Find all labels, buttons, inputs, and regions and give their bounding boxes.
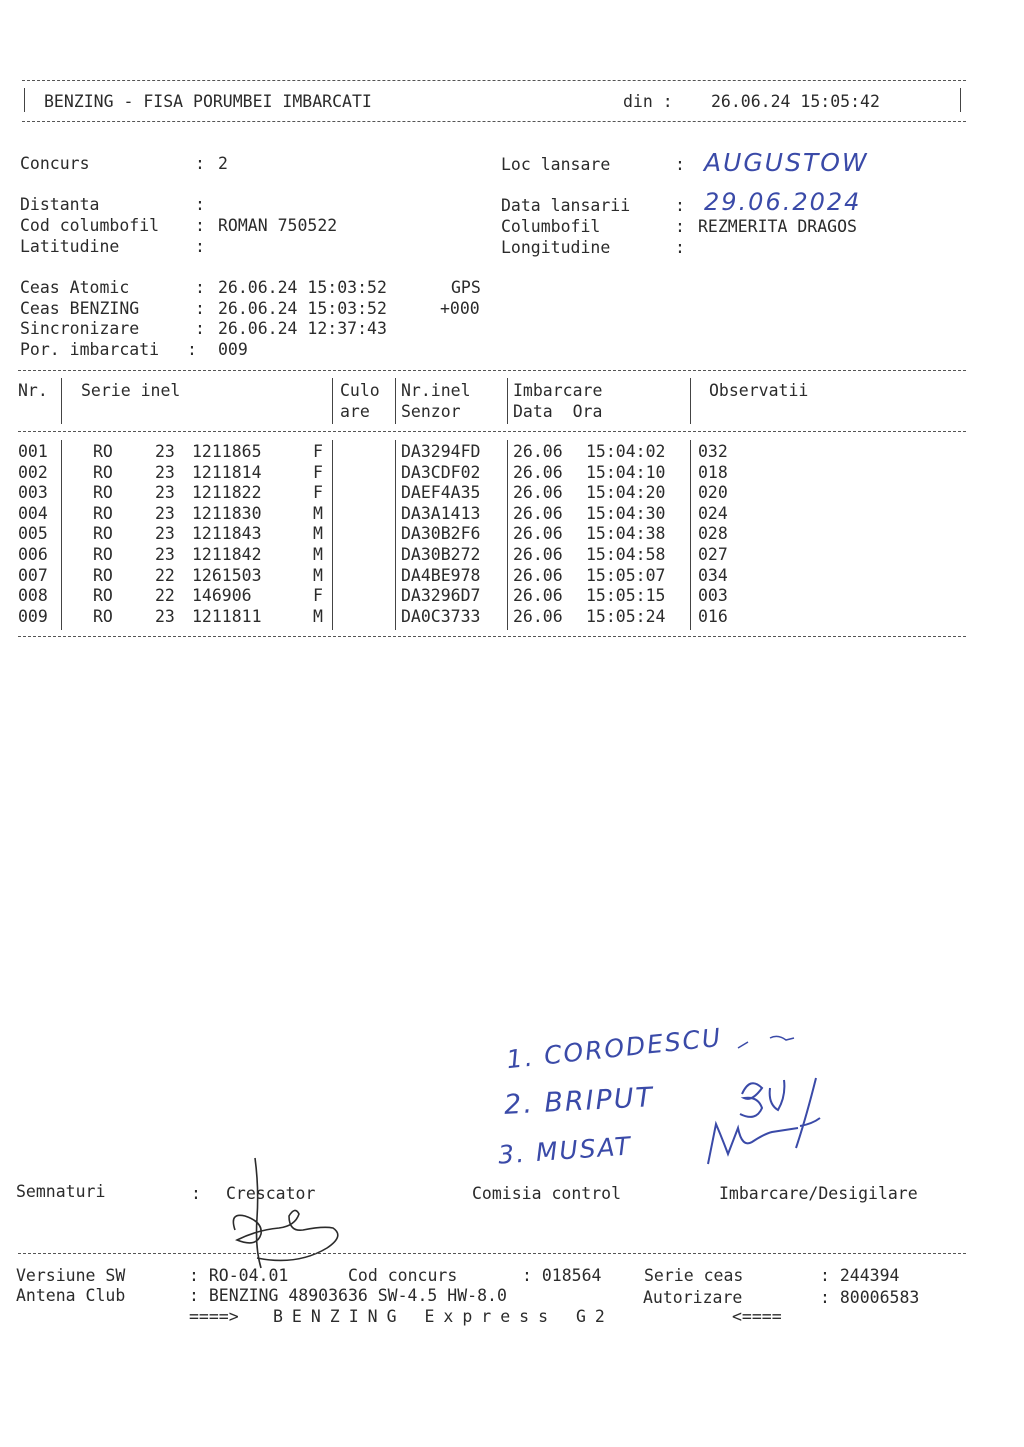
- header-right-border: [960, 88, 961, 112]
- crescator-signature-scribble: [205, 1150, 365, 1270]
- row-time: 15:04:10: [586, 462, 666, 482]
- row-time: 15:04:02: [586, 442, 666, 461]
- column-divider-header: [332, 378, 333, 424]
- col-header-culoare-1: Culo: [340, 381, 380, 400]
- row-ring: 1211822: [192, 483, 262, 503]
- row-obs: 034: [698, 565, 728, 585]
- col-header-culoare-2: are: [340, 402, 370, 421]
- row-ring: 1211843: [192, 524, 262, 544]
- por-imbarcati-value: 009: [218, 340, 248, 359]
- row-ring: 146906: [192, 586, 252, 606]
- distanta-label: Distanta: [20, 195, 100, 214]
- column-divider-body: [507, 440, 508, 630]
- row-date: 26.06: [513, 503, 563, 523]
- row-country: RO: [93, 606, 113, 626]
- col-header-imbarcare-1: Imbarcare: [513, 381, 603, 400]
- versiune-sw-value: : RO-04.01: [189, 1266, 289, 1285]
- header-date-value: 26.06.24 15:05:42: [711, 92, 880, 111]
- autorizare-value: : 80006583: [820, 1288, 920, 1307]
- loc-lansare-sep: :: [675, 155, 685, 174]
- serie-ceas-label: Serie ceas: [644, 1266, 744, 1285]
- ceas-atomic-sep: :: [195, 278, 205, 297]
- col-header-nr: Nr.: [18, 381, 48, 400]
- row-year: 23: [155, 545, 175, 564]
- col-header-imbarcare-2: Data Ora: [513, 402, 603, 421]
- row-sex: M: [313, 606, 323, 626]
- row-date: 26.06: [513, 586, 563, 606]
- row-nr: 002: [18, 462, 48, 482]
- column-divider-header: [395, 378, 396, 424]
- row-time: 15:04:58: [586, 545, 666, 564]
- row-year: 22: [155, 565, 175, 585]
- ceas-atomic-value: 26.06.24 15:03:52: [218, 278, 387, 297]
- row-nr: 006: [18, 545, 48, 564]
- commission-handwritten-3: 3. MUSAT: [497, 1131, 633, 1170]
- ceas-benzing-value: 26.06.24 15:03:52: [218, 299, 387, 318]
- commission-handwritten-2: 2. BRIPUT: [503, 1082, 655, 1121]
- col-header-observatii: Observatii: [709, 381, 809, 400]
- sincronizare-value: 26.06.24 12:37:43: [218, 319, 387, 338]
- row-ring: 1211811: [192, 606, 262, 626]
- comisia-control-label: Comisia control: [472, 1184, 622, 1203]
- row-time: 15:05:07: [586, 565, 666, 585]
- por-imbarcati-sep: :: [187, 340, 197, 359]
- imbarcare-desigilare-label: Imbarcare/Desigilare: [719, 1184, 918, 1203]
- data-lansarii-handwritten: 29.06.2024: [704, 188, 862, 216]
- cod-concurs-value: : 018564: [522, 1266, 602, 1285]
- sincronizare-sep: :: [195, 319, 205, 338]
- col-header-inel-2: Senzor: [401, 402, 461, 421]
- row-time: 15:04:30: [586, 503, 666, 523]
- versiune-sw-label: Versiune SW: [16, 1266, 126, 1285]
- loc-lansare-handwritten: AUGUSTOW: [704, 148, 869, 177]
- column-divider-header: [690, 378, 691, 424]
- col-header-serie: Serie inel: [81, 381, 181, 400]
- columbofil-label: Columbofil: [501, 217, 601, 236]
- row-sensor: DA0C3733: [401, 606, 481, 626]
- row-sensor: DA3294FD: [401, 442, 481, 461]
- ceas-atomic-suffix: GPS: [451, 278, 481, 297]
- row-ring: 1211830: [192, 503, 262, 523]
- row-sex: M: [313, 545, 323, 564]
- row-nr: 004: [18, 503, 48, 523]
- antena-club-label: Antena Club: [16, 1286, 126, 1305]
- row-date: 26.06: [513, 442, 563, 461]
- ceas-benzing-suffix: +000: [440, 299, 480, 318]
- row-ring: 1211814: [192, 462, 262, 482]
- row-sensor: DA3CDF02: [401, 462, 481, 482]
- header-left-border: [24, 88, 25, 112]
- autorizare-label: Autorizare: [643, 1288, 743, 1307]
- longitudine-label: Longitudine: [501, 238, 611, 257]
- banner-right-arrow: <====: [732, 1307, 782, 1326]
- loc-lansare-label: Loc lansare: [501, 155, 611, 174]
- table-top-rule: [18, 370, 966, 371]
- row-country: RO: [93, 503, 113, 523]
- column-divider-header: [507, 378, 508, 424]
- por-imbarcati-label: Por. imbarcati: [20, 340, 160, 359]
- row-time: 15:05:24: [586, 606, 666, 626]
- ceas-atomic-label: Ceas Atomic: [20, 278, 130, 297]
- concurs-value: 2: [218, 154, 228, 173]
- data-lansarii-label: Data lansarii: [501, 196, 631, 215]
- row-time: 15:04:38: [586, 524, 666, 544]
- row-sex: F: [313, 483, 323, 503]
- row-year: 23: [155, 462, 175, 482]
- row-time: 15:04:20: [586, 483, 666, 503]
- row-year: 23: [155, 503, 175, 523]
- commission-signatures-scribble: [660, 1030, 840, 1180]
- row-country: RO: [93, 524, 113, 544]
- row-country: RO: [93, 545, 113, 564]
- column-divider-header: [61, 378, 62, 424]
- columbofil-sep: :: [675, 217, 685, 236]
- row-sex: F: [313, 586, 323, 606]
- row-ring: 1211842: [192, 545, 262, 564]
- row-sex: F: [313, 442, 323, 461]
- row-year: 23: [155, 483, 175, 503]
- serie-ceas-value: : 244394: [820, 1266, 900, 1285]
- row-date: 26.06: [513, 483, 563, 503]
- concurs-label: Concurs: [20, 154, 90, 173]
- row-obs: 032: [698, 442, 728, 461]
- row-date: 26.06: [513, 606, 563, 626]
- longitudine-sep: :: [675, 238, 685, 257]
- row-nr: 005: [18, 524, 48, 544]
- concurs-sep: :: [195, 154, 205, 173]
- row-obs: 020: [698, 483, 728, 503]
- header-top-rule: [22, 80, 966, 81]
- row-sex: M: [313, 524, 323, 544]
- antena-club-value: : BENZING 48903636 SW-4.5 HW-8.0: [189, 1286, 507, 1305]
- row-time: 15:05:15: [586, 586, 666, 606]
- row-sensor: DA3A1413: [401, 503, 481, 523]
- cod-columbofil-sep: :: [195, 216, 205, 235]
- semnaturi-label: Semnaturi: [16, 1182, 106, 1201]
- row-country: RO: [93, 462, 113, 482]
- row-sensor: DAEF4A35: [401, 483, 481, 503]
- distanta-sep: :: [195, 195, 205, 214]
- column-divider-body: [690, 440, 691, 630]
- row-obs: 027: [698, 545, 728, 564]
- row-sensor: DA30B2F6: [401, 524, 481, 544]
- banner-left-arrow: ====>: [189, 1307, 239, 1326]
- row-sex: M: [313, 565, 323, 585]
- row-country: RO: [93, 586, 113, 606]
- columbofil-value: REZMERITA DRAGOS: [698, 217, 857, 236]
- row-obs: 028: [698, 524, 728, 544]
- row-date: 26.06: [513, 545, 563, 564]
- row-year: 23: [155, 524, 175, 544]
- row-date: 26.06: [513, 565, 563, 585]
- table-header-rule: [18, 431, 966, 432]
- column-divider-body: [61, 440, 62, 630]
- row-ring: 1261503: [192, 565, 262, 585]
- row-date: 26.06: [513, 462, 563, 482]
- crescator-label: Crescator: [226, 1184, 316, 1203]
- document-title: BENZING - FISA PORUMBEI IMBARCATI: [44, 92, 372, 111]
- footer-rule: [18, 1253, 966, 1254]
- row-country: RO: [93, 565, 113, 585]
- row-sensor: DA4BE978: [401, 565, 481, 585]
- row-sensor: DA3296D7: [401, 586, 481, 606]
- row-obs: 024: [698, 503, 728, 523]
- col-header-inel-1: Nr.inel: [401, 381, 471, 400]
- row-sex: F: [313, 462, 323, 482]
- cod-columbofil-value: ROMAN 750522: [218, 216, 338, 235]
- row-nr: 003: [18, 483, 48, 503]
- row-nr: 001: [18, 442, 48, 461]
- row-country: RO: [93, 442, 113, 461]
- row-country: RO: [93, 483, 113, 503]
- header-date-label: din :: [623, 92, 673, 111]
- row-nr: 008: [18, 586, 48, 606]
- cod-columbofil-label: Cod columbofil: [20, 216, 160, 235]
- latitudine-sep: :: [195, 237, 205, 256]
- row-obs: 018: [698, 462, 728, 482]
- row-year: 22: [155, 586, 175, 606]
- row-ring: 1211865: [192, 442, 262, 461]
- row-obs: 016: [698, 606, 728, 626]
- row-sex: M: [313, 503, 323, 523]
- column-divider-body: [332, 440, 333, 630]
- data-lansarii-sep: :: [675, 196, 685, 215]
- row-nr: 009: [18, 606, 48, 626]
- row-nr: 007: [18, 565, 48, 585]
- row-date: 26.06: [513, 524, 563, 544]
- row-year: 23: [155, 606, 175, 626]
- ceas-benzing-sep: :: [195, 299, 205, 318]
- table-bottom-rule: [18, 636, 966, 637]
- row-sensor: DA30B272: [401, 545, 481, 564]
- ceas-benzing-label: Ceas BENZING: [20, 299, 140, 318]
- cod-concurs-label: Cod concurs: [348, 1266, 458, 1285]
- row-obs: 003: [698, 586, 728, 606]
- latitudine-label: Latitudine: [20, 237, 120, 256]
- sincronizare-label: Sincronizare: [20, 319, 140, 338]
- column-divider-body: [395, 440, 396, 630]
- commission-handwritten-1: 1. CORODESCU: [505, 1022, 724, 1075]
- semnaturi-sep: :: [191, 1184, 201, 1203]
- header-bottom-rule: [22, 121, 966, 122]
- banner-product-name: BENZING Express G2: [273, 1307, 614, 1326]
- row-year: 23: [155, 442, 175, 461]
